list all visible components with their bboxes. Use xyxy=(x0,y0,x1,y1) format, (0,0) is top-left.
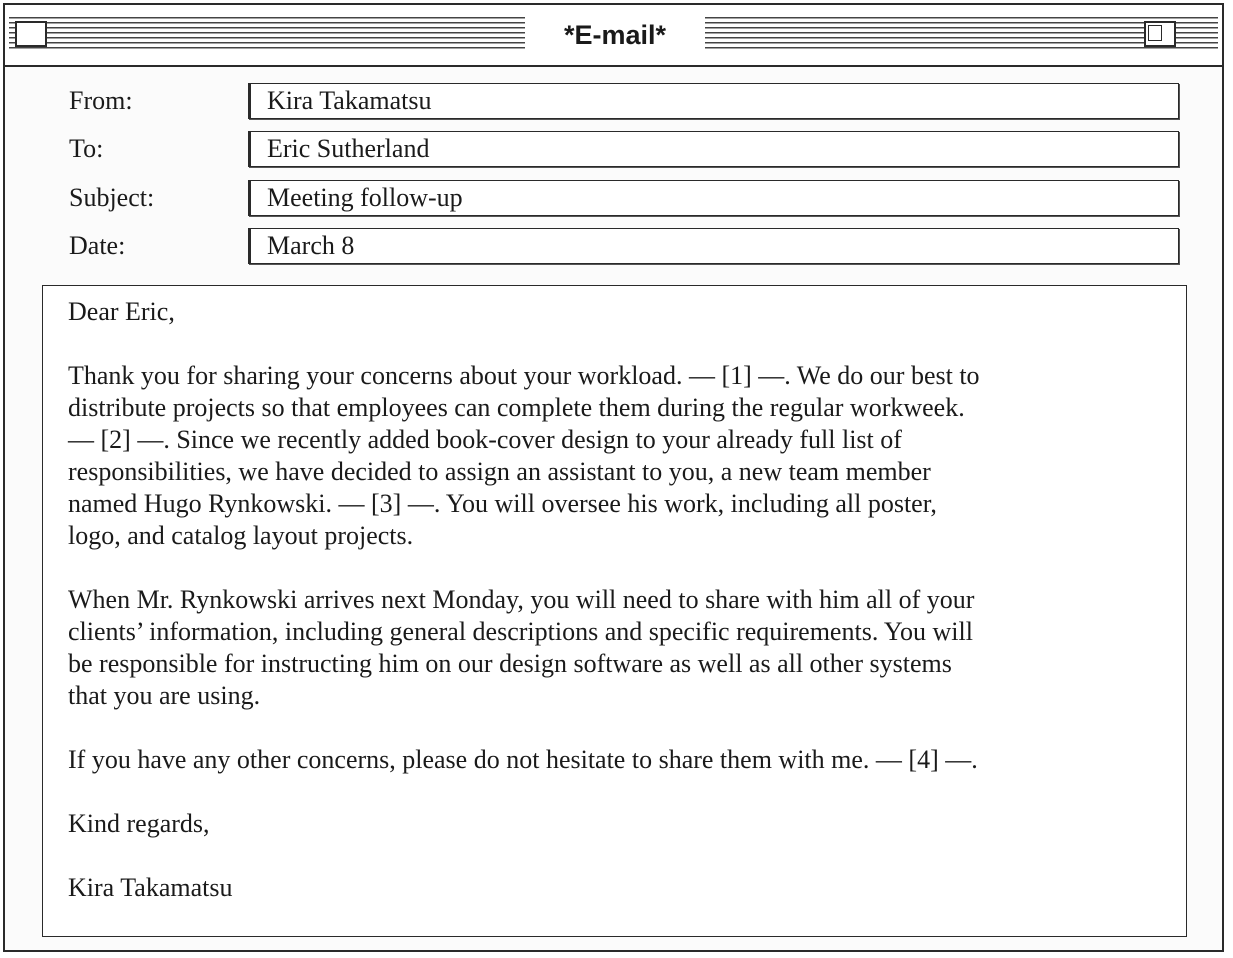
paragraph-1-line-4: responsibilities, we have decided to assign an assistant to you, a new team member xyxy=(68,457,931,486)
from-row xyxy=(5,81,1226,121)
message-body[interactable] xyxy=(42,285,1187,937)
date-field[interactable]: March 8 xyxy=(248,228,1179,264)
title-bar[interactable] xyxy=(5,5,1222,67)
from-label: From: xyxy=(69,86,133,115)
to-row xyxy=(5,129,1226,169)
title-bar-stripes-right xyxy=(705,17,1218,51)
paragraph-2-line-4: that you are using. xyxy=(68,681,261,710)
from-field[interactable]: Kira Takamatsu xyxy=(248,83,1179,119)
zoom-box-icon[interactable] xyxy=(1144,21,1176,47)
subject-field[interactable]: Meeting follow-up xyxy=(248,180,1179,216)
close-box-icon[interactable] xyxy=(15,21,47,47)
paragraph-2-line-1: When Mr. Rynkowski arrives next Monday, you will need to share with him all of your xyxy=(68,585,975,614)
subject-label: Subject: xyxy=(69,183,155,212)
paragraph-1-line-5: named Hugo Rynkowski. — [3] —. You will oversee his work, including all poster, xyxy=(68,489,937,518)
window-title: *E-mail* xyxy=(525,5,705,65)
closing: Kind regards, xyxy=(68,809,210,838)
paragraph-2-line-3: be responsible for instructing him on our design software as well as all other systems xyxy=(68,649,952,678)
date-row xyxy=(5,226,1226,266)
paragraph-1-line-6: logo, and catalog layout projects. xyxy=(68,521,414,550)
to-label: To: xyxy=(69,134,104,163)
paragraph-1-line-3: — [2] —. Since we recently added book-cover design to your already full list of xyxy=(68,425,902,454)
greeting: Dear Eric, xyxy=(68,297,175,326)
signature: Kira Takamatsu xyxy=(68,873,233,902)
email-window xyxy=(3,3,1224,952)
title-bar-stripes-left xyxy=(9,17,525,51)
to-field[interactable]: Eric Sutherland xyxy=(248,131,1179,167)
subject-row xyxy=(5,178,1226,218)
paragraph-1-line-1: Thank you for sharing your concerns about your workload. — [1] —. We do our best to xyxy=(68,361,980,390)
paragraph-2-line-2: clients’ information, including general descriptions and specific requirements. You will xyxy=(68,617,973,646)
paragraph-3: If you have any other concerns, please do not hesitate to share them with me. — [4] —. xyxy=(68,745,978,774)
paragraph-1-line-2: distribute projects so that employees can complete them during the regular workweek. xyxy=(68,393,965,422)
zoom-box-inner xyxy=(1148,25,1162,41)
date-label: Date: xyxy=(69,231,126,260)
